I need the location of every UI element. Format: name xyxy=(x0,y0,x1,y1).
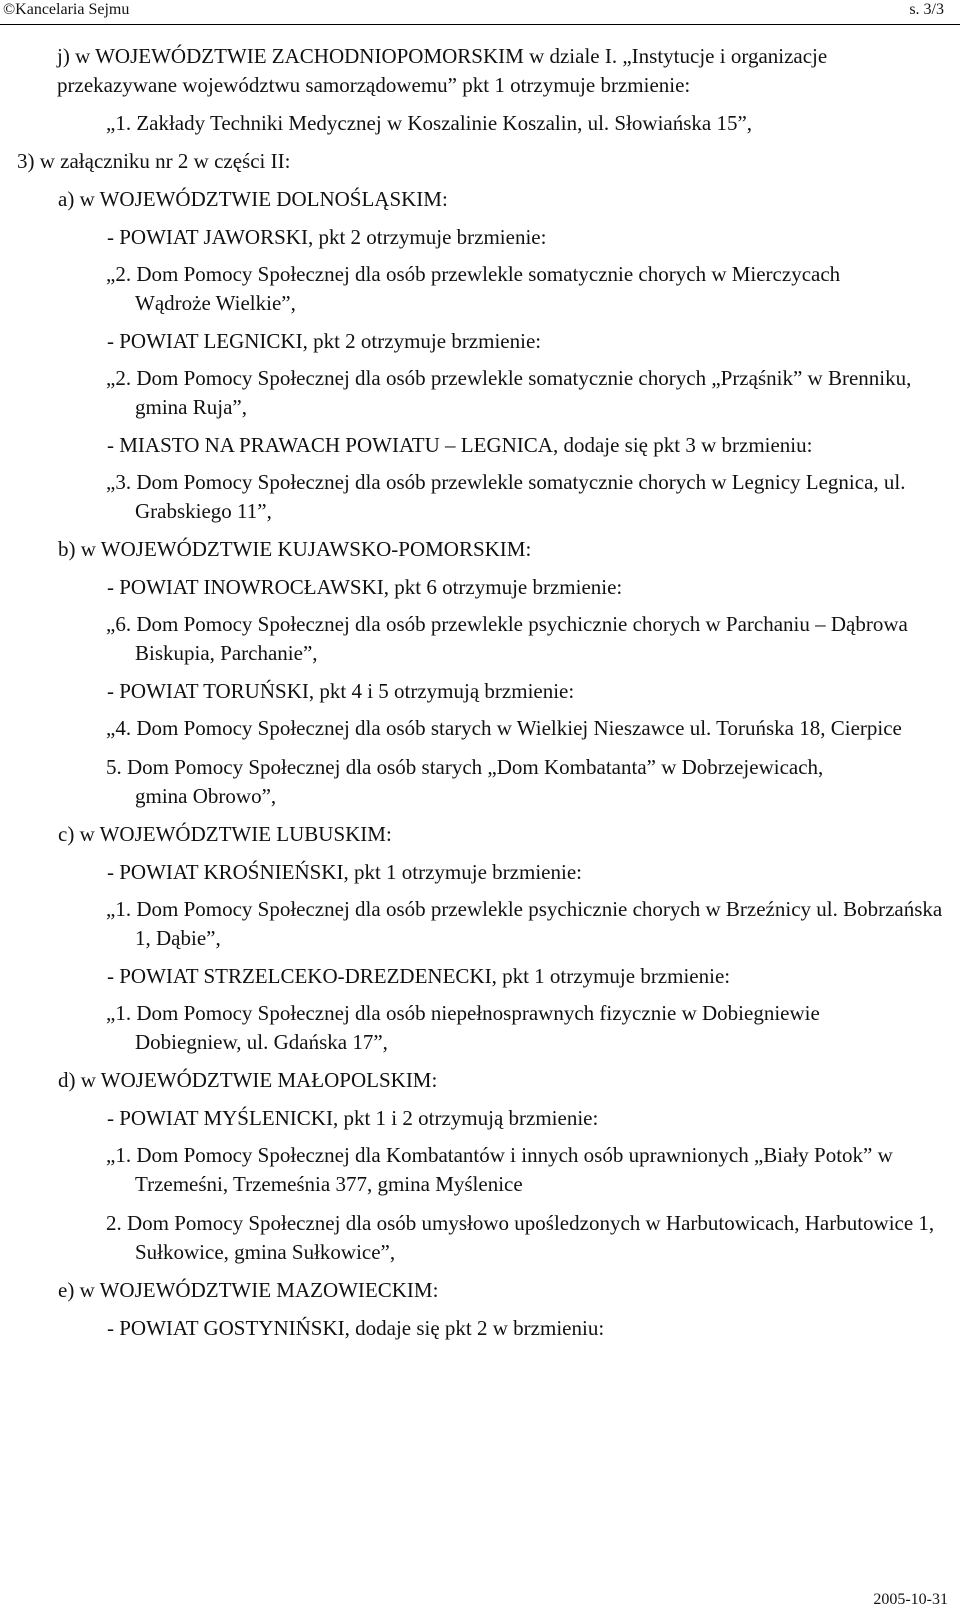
powiat-name: POWIAT MYŚLENICKI xyxy=(119,1106,333,1130)
powiat-name: POWIAT INOWROCŁAWSKI xyxy=(119,575,384,599)
copyright-text: ©Kancelaria Sejmu xyxy=(3,1,130,18)
document-body xyxy=(0,42,960,1343)
miasto-legnica-line xyxy=(107,431,960,460)
footer-date: 2005-10-31 xyxy=(873,1591,948,1608)
dash-prefix: - xyxy=(107,575,120,599)
powiat-myslenicki-line xyxy=(107,1104,960,1133)
powiat-text: , dodaje się pkt 3 w brzmieniu: xyxy=(552,433,813,457)
powiat-text: , pkt 2 otrzymuje brzmienie: xyxy=(302,329,542,353)
dash-prefix: - xyxy=(107,225,120,249)
powiat-name: POWIAT JAWORSKI xyxy=(119,225,308,249)
powiat-krosnienski-line xyxy=(107,858,960,887)
item-3-zalacznik: 3) w załączniku nr 2 w części II: xyxy=(17,149,291,173)
section-a-dolnoslaskie: a) w WOJEWÓDZTWIE DOLNOŚLĄSKIM: xyxy=(58,187,448,211)
powiat-text: , pkt 4 i 5 otrzymują brzmienie: xyxy=(308,679,575,703)
quote-dps-parchanie: „6. Dom Pomocy Społecznej dla osób przewlekle psychicznie chorych w Parchaniu – Dąbrowa Biskupia, Parchanie”, xyxy=(106,612,908,665)
quote-dps-dobiegniew: „1. Dom Pomocy Społecznej dla osób niepełnosprawnych fizycznie w Dobiegniewie Dobiegniew, ul. Gdańska 17”, xyxy=(106,1001,820,1054)
dash-prefix: - xyxy=(107,1106,120,1130)
quote-dps-wielka-nieszawka: „4. Dom Pomocy Społecznej dla osób starych w Wielkiej Nieszawce ul. Toruńska 18, Cierpice xyxy=(106,716,902,740)
powiat-name: POWIAT KROŚNIEŃSKI xyxy=(119,860,344,884)
powiat-inowroclawski-line xyxy=(107,573,960,602)
dash-prefix: - xyxy=(107,964,120,988)
powiat-gostyninski-line xyxy=(107,1314,960,1343)
powiat-name: POWIAT GOSTYNIŃSKI xyxy=(119,1316,345,1340)
section-e-mazowieckie: e) w WOJEWÓDZTWIE MAZOWIECKIM: xyxy=(58,1278,439,1302)
powiat-text: , pkt 6 otrzymuje brzmienie: xyxy=(383,575,623,599)
powiat-strzelecko-line xyxy=(107,962,960,991)
powiat-name: POWIAT TORUŃSKI xyxy=(119,679,309,703)
powiat-name: MIASTO NA PRAWACH POWIATU – LEGNICA xyxy=(119,433,553,457)
powiat-jaworski-line xyxy=(107,223,960,252)
powiat-text: , dodaje się pkt 2 w brzmieniu: xyxy=(344,1316,605,1340)
powiat-text: , pkt 2 otrzymuje brzmienie: xyxy=(307,225,547,249)
dash-prefix: - xyxy=(107,1316,120,1340)
section-c-lubuskie: c) w WOJEWÓDZTWIE LUBUSKIM: xyxy=(58,822,392,846)
powiat-text: , pkt 1 i 2 otrzymują brzmienie: xyxy=(332,1106,599,1130)
dash-prefix: - xyxy=(107,433,120,457)
dash-prefix: - xyxy=(107,860,120,884)
section-b-kujawsko-pomorskie: b) w WOJEWÓDZTWIE KUJAWSKO-POMORSKIM: xyxy=(58,537,532,561)
powiat-torunski-line xyxy=(107,677,960,706)
powiat-text: , pkt 1 otrzymuje brzmienie: xyxy=(491,964,731,988)
powiat-legnicki-line xyxy=(107,327,960,356)
powiat-name: POWIAT STRZELCEKO-DREZDENECKI xyxy=(119,964,492,988)
dash-prefix: - xyxy=(107,329,120,353)
page-number: s. 3/3 xyxy=(909,1,944,18)
page-header xyxy=(0,0,960,25)
section-d-malopolskie: d) w WOJEWÓDZTWIE MAŁOPOLSKIM: xyxy=(58,1068,438,1092)
quote-dps-legnica: „3. Dom Pomocy Społecznej dla osób przewlekle somatycznie chorych w Legnicy Legnica, ul. Grabskiego 11”, xyxy=(106,470,906,523)
quote-dps-trzemesnia: „1. Dom Pomocy Społecznej dla Kombatantów i innych osób uprawnionych „Biały Potok” w Trzemeśni, Trzemeśnia 377, gmina Myślenice xyxy=(106,1143,893,1196)
powiat-text: , pkt 1 otrzymuje brzmienie: xyxy=(343,860,582,884)
quote-dps-harbutowice: 2. Dom Pomocy Społecznej dla osób umysłowo upośledzonych w Harbutowicach, Harbutowice 1, Sułkowice, gmina Sułkowice”, xyxy=(106,1211,935,1264)
quote-dps-mierczyce: „2. Dom Pomocy Społecznej dla osób przewlekle somatycznie chorych w Mierczycach Wądroże Wielkie”, xyxy=(106,262,841,315)
quote-dps-brennik: „2. Dom Pomocy Społecznej dla osób przewlekle somatycznie chorych „Prząśnik” w Brenniku, gmina Ruja”, xyxy=(106,366,912,419)
powiat-name: POWIAT LEGNICKI xyxy=(119,329,303,353)
quote-dps-brzeznica: „1. Dom Pomocy Społecznej dla osób przewlekle psychicznie chorych w Brzeźnicy ul. Bobrzańska 1, Dąbie”, xyxy=(106,897,943,950)
item-j-zachodniopomorskie: j) w WOJEWÓDZTWIE ZACHODNIOPOMORSKIM w dziale I. „Instytucje i organizacje przekazywane województwu samorządowemu” pkt 1 otrzymuje brzmienie: xyxy=(57,44,828,97)
quote-zaklady-techniki: „1. Zakłady Techniki Medycznej w Koszalinie Koszalin, ul. Słowiańska 15”, xyxy=(106,111,753,135)
dash-prefix: - xyxy=(107,679,120,703)
quote-dps-dobrzejewice: 5. Dom Pomocy Społecznej dla osób starych „Dom Kombatanta” w Dobrzejewicach, gmina Obrowo”, xyxy=(106,755,824,808)
